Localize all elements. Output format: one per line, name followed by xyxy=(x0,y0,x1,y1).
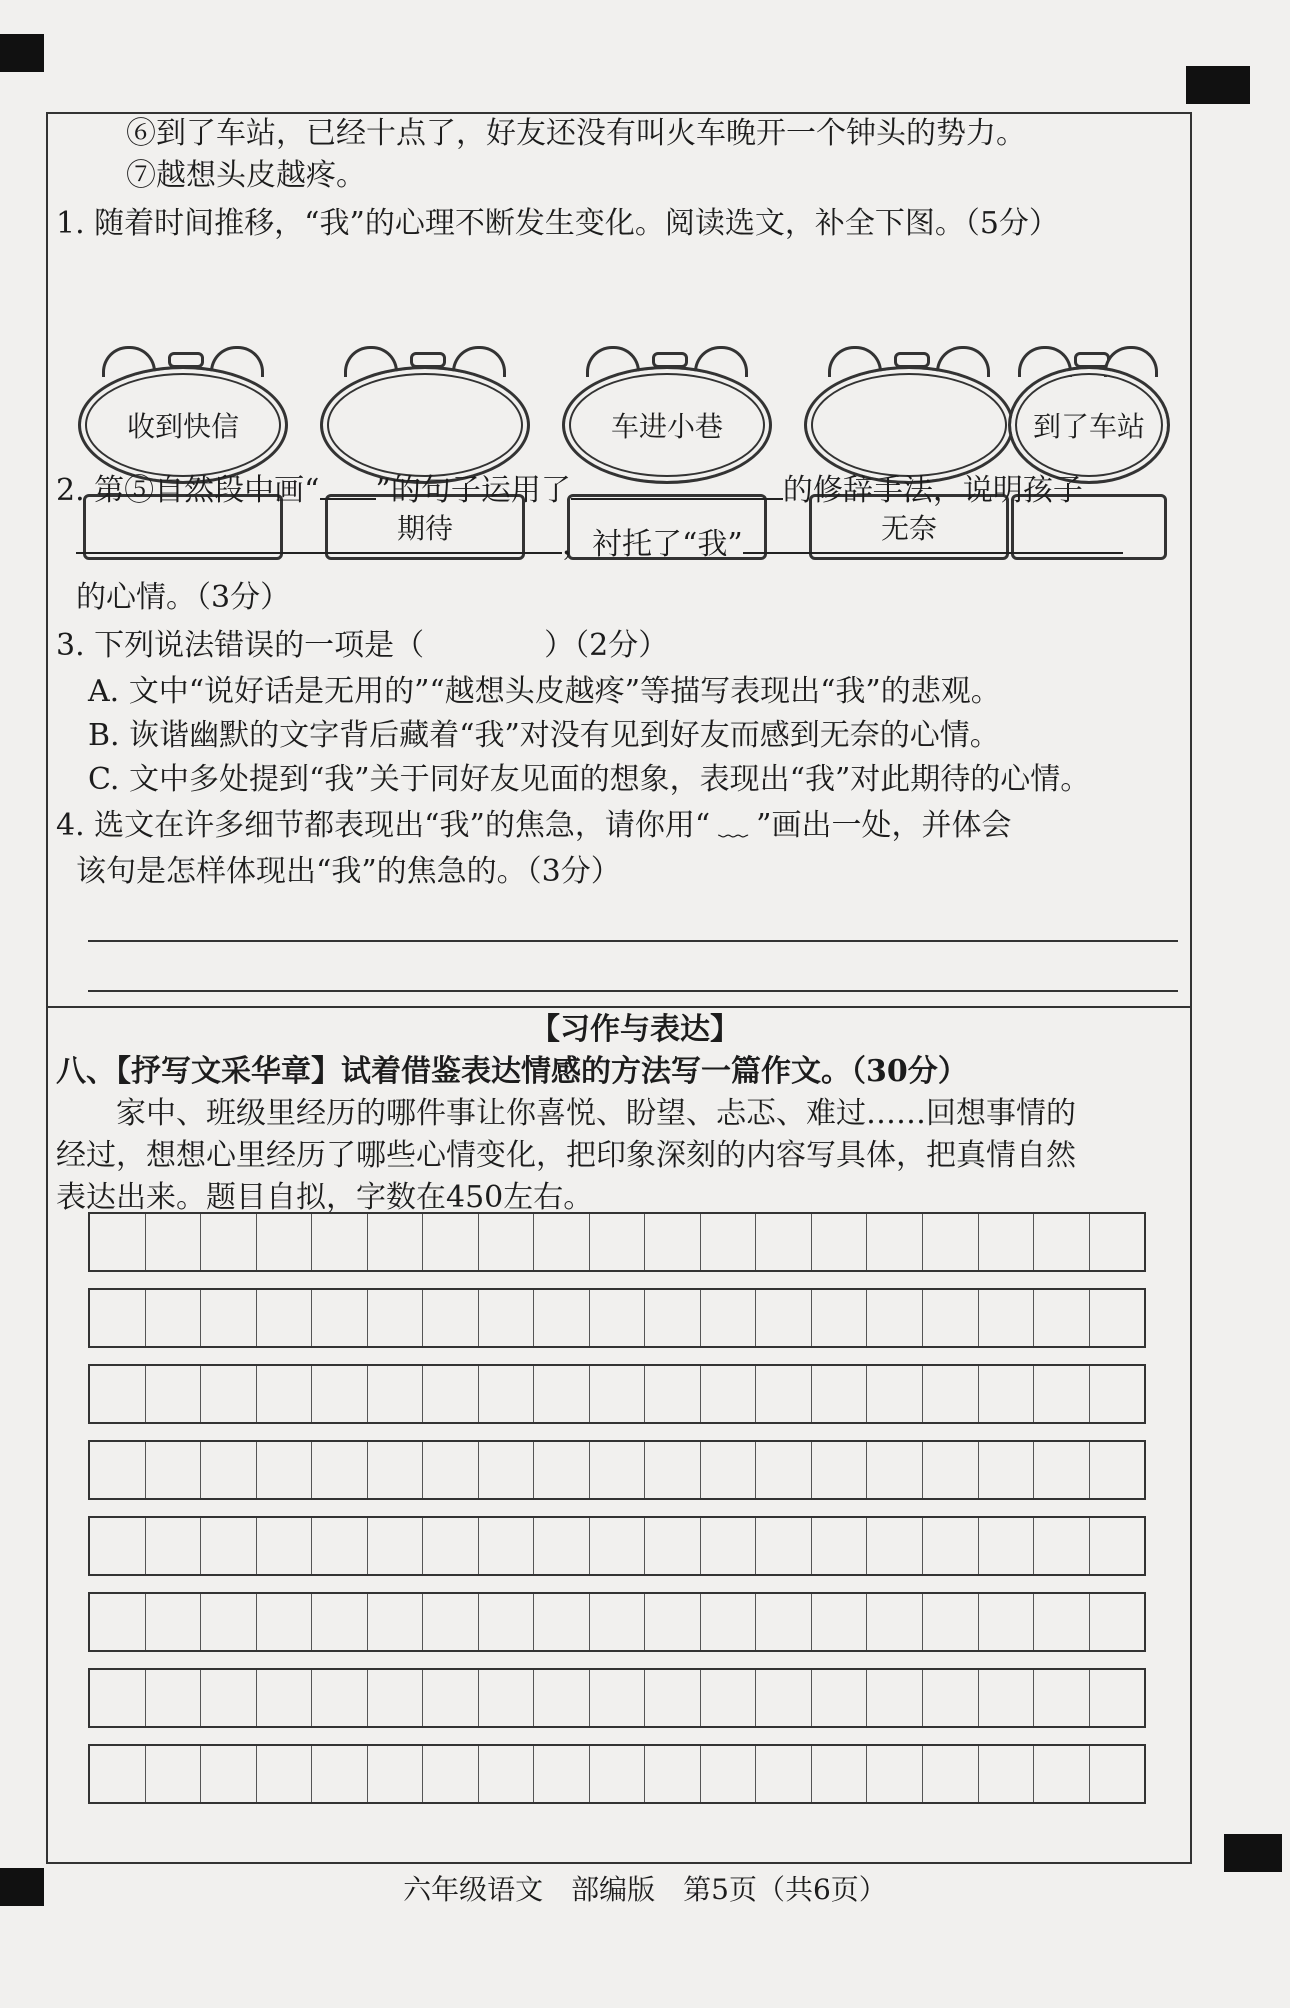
grid-cell[interactable] xyxy=(590,1442,646,1498)
grid-cell[interactable] xyxy=(645,1366,701,1422)
grid-row xyxy=(88,1212,1146,1272)
grid-cell[interactable] xyxy=(812,1442,868,1498)
grid-cell[interactable] xyxy=(423,1366,479,1422)
prompt-line-1: 家中、班级里经历的哪件事让你喜悦、盼望、忐忑、难过……回想事情的 xyxy=(56,1096,1076,1131)
children-answer-blank[interactable] xyxy=(76,524,562,554)
answer-line-2[interactable] xyxy=(88,990,1178,992)
grid-cell[interactable] xyxy=(423,1214,479,1270)
grid-cell[interactable] xyxy=(479,1290,535,1346)
grid-cell[interactable] xyxy=(534,1442,590,1498)
grid-cell[interactable] xyxy=(923,1518,979,1574)
grid-cell[interactable] xyxy=(423,1442,479,1498)
grid-cell[interactable] xyxy=(701,1290,757,1346)
grid-cell[interactable] xyxy=(645,1290,701,1346)
clock-4-face[interactable] xyxy=(804,366,1014,484)
section-divider xyxy=(48,1006,1190,1008)
grid-cell[interactable] xyxy=(867,1290,923,1346)
grid-cell[interactable] xyxy=(479,1670,535,1726)
grid-cell[interactable] xyxy=(201,1366,257,1422)
grid-cell[interactable] xyxy=(645,1670,701,1726)
grid-cell[interactable] xyxy=(701,1746,757,1802)
grid-cell[interactable] xyxy=(1034,1442,1090,1498)
grid-row xyxy=(88,1592,1146,1652)
wavy-line-mark: ﹏ xyxy=(718,808,749,843)
grid-cell[interactable] xyxy=(90,1746,146,1802)
grid-cell[interactable] xyxy=(756,1518,812,1574)
underline-mark-blank xyxy=(320,470,376,500)
grid-cell[interactable] xyxy=(1034,1746,1090,1802)
grid-cell[interactable] xyxy=(90,1594,146,1650)
grid-cell[interactable] xyxy=(701,1214,757,1270)
grid-cell[interactable] xyxy=(867,1442,923,1498)
grid-cell[interactable] xyxy=(257,1214,313,1270)
grid-cell[interactable] xyxy=(867,1594,923,1650)
grid-cell[interactable] xyxy=(867,1214,923,1270)
grid-cell[interactable] xyxy=(923,1366,979,1422)
grid-cell[interactable] xyxy=(701,1594,757,1650)
grid-cell[interactable] xyxy=(1034,1366,1090,1422)
grid-cell[interactable] xyxy=(90,1366,146,1422)
grid-cell[interactable] xyxy=(201,1670,257,1726)
exam-frame xyxy=(46,112,1192,1864)
grid-cell[interactable] xyxy=(257,1518,313,1574)
grid-cell[interactable] xyxy=(257,1366,313,1422)
passage-line-6: ⑥到了车站，已经十点了，好友还没有叫火车晚开一个钟头的势力。 xyxy=(126,116,1026,151)
grid-cell[interactable] xyxy=(756,1670,812,1726)
grid-cell[interactable] xyxy=(257,1290,313,1346)
grid-cell[interactable] xyxy=(590,1670,646,1726)
grid-cell[interactable] xyxy=(756,1594,812,1650)
grid-cell[interactable] xyxy=(923,1594,979,1650)
grid-cell[interactable] xyxy=(867,1518,923,1574)
grid-cell[interactable] xyxy=(701,1518,757,1574)
grid-cell[interactable] xyxy=(756,1366,812,1422)
grid-cell[interactable] xyxy=(645,1442,701,1498)
grid-cell[interactable] xyxy=(257,1442,313,1498)
grid-cell[interactable] xyxy=(201,1290,257,1346)
question-3-option-c[interactable]: C. 文中多处提到“我”关于同好友见面的想象，表现出“我”对此期待的心情。 xyxy=(88,762,1091,797)
grid-cell[interactable] xyxy=(812,1214,868,1270)
grid-cell[interactable] xyxy=(201,1442,257,1498)
grid-cell[interactable] xyxy=(923,1670,979,1726)
grid-cell[interactable] xyxy=(979,1290,1035,1346)
clock-5-face: 到了车站 xyxy=(1008,366,1170,484)
question-2-line-1: 2. 第⑤自然段中画“ ”的句子运用了 的修辞手法，说明孩子 xyxy=(56,470,1083,509)
answer-line-1[interactable] xyxy=(88,940,1178,942)
grid-cell[interactable] xyxy=(867,1366,923,1422)
grid-cell[interactable] xyxy=(812,1594,868,1650)
grid-cell[interactable] xyxy=(423,1594,479,1650)
grid-cell[interactable] xyxy=(979,1214,1035,1270)
grid-cell[interactable] xyxy=(146,1746,202,1802)
grid-cell[interactable] xyxy=(479,1594,535,1650)
grid-cell[interactable] xyxy=(590,1290,646,1346)
question-3-option-a[interactable]: A. 文中“说好话是无用的”“越想头皮越疼”等描写表现出“我”的悲观。 xyxy=(88,674,1001,709)
question-8-title: 八、【抒写文采华章】试着借鉴表达情感的方法写一篇作文。（30分） xyxy=(56,1054,968,1089)
prompt-line-2: 经过，想想心里经历了哪些心情变化，把印象深刻的内容写具体，把真情自然 xyxy=(56,1138,1076,1173)
grid-cell[interactable] xyxy=(590,1518,646,1574)
grid-cell[interactable] xyxy=(1034,1670,1090,1726)
grid-row xyxy=(88,1744,1146,1804)
grid-cell[interactable] xyxy=(979,1670,1035,1726)
grid-cell[interactable] xyxy=(534,1518,590,1574)
grid-cell[interactable] xyxy=(590,1366,646,1422)
question-2-line-2: ，衬托了“我” xyxy=(76,524,1123,563)
grid-cell[interactable] xyxy=(979,1518,1035,1574)
grid-cell[interactable] xyxy=(312,1670,368,1726)
grid-cell[interactable] xyxy=(701,1442,757,1498)
grid-cell[interactable] xyxy=(1090,1670,1145,1726)
grid-cell[interactable] xyxy=(368,1670,424,1726)
grid-cell[interactable] xyxy=(90,1670,146,1726)
grid-cell[interactable] xyxy=(534,1290,590,1346)
grid-cell[interactable] xyxy=(368,1290,424,1346)
grid-cell[interactable] xyxy=(146,1366,202,1422)
grid-cell[interactable] xyxy=(534,1594,590,1650)
grid-cell[interactable] xyxy=(1090,1290,1145,1346)
grid-cell[interactable] xyxy=(756,1290,812,1346)
grid-cell[interactable] xyxy=(590,1214,646,1270)
grid-cell[interactable] xyxy=(146,1594,202,1650)
grid-cell[interactable] xyxy=(1034,1290,1090,1346)
grid-cell[interactable] xyxy=(312,1518,368,1574)
grid-cell[interactable] xyxy=(90,1214,146,1270)
composition-grid xyxy=(88,1212,1146,1820)
question-4-line-1: 4. 选文在许多细节都表现出“我”的焦急，请你用“ ﹏ ”画出一处，并体会 xyxy=(56,808,1012,843)
section-heading: 【习作与表达】 xyxy=(530,1012,740,1047)
page-footer: 六年级语文 部编版 第5页（共6页） xyxy=(403,1873,887,1906)
grid-cell[interactable] xyxy=(423,1290,479,1346)
grid-cell[interactable] xyxy=(812,1518,868,1574)
grid-cell[interactable] xyxy=(479,1518,535,1574)
grid-row xyxy=(88,1440,1146,1500)
grid-cell[interactable] xyxy=(701,1366,757,1422)
grid-cell[interactable] xyxy=(479,1442,535,1498)
grid-cell[interactable] xyxy=(257,1670,313,1726)
grid-cell[interactable] xyxy=(201,1746,257,1802)
grid-cell[interactable] xyxy=(645,1518,701,1574)
registration-mark-top-right xyxy=(1186,66,1250,104)
grid-cell[interactable] xyxy=(756,1214,812,1270)
grid-cell[interactable] xyxy=(312,1290,368,1346)
grid-cell[interactable] xyxy=(979,1366,1035,1422)
grid-cell[interactable] xyxy=(1090,1442,1145,1498)
grid-cell[interactable] xyxy=(1090,1746,1145,1802)
grid-cell[interactable] xyxy=(312,1594,368,1650)
grid-cell[interactable] xyxy=(368,1442,424,1498)
question-3-option-b[interactable]: B. 诙谐幽默的文字背后藏着“我”对没有见到好友而感到无奈的心情。 xyxy=(88,718,1000,753)
grid-cell[interactable] xyxy=(479,1366,535,1422)
grid-cell[interactable] xyxy=(146,1442,202,1498)
rhetoric-answer-blank[interactable] xyxy=(571,470,783,500)
grid-cell[interactable] xyxy=(368,1746,424,1802)
grid-cell[interactable] xyxy=(201,1594,257,1650)
grid-row xyxy=(88,1516,1146,1576)
grid-cell[interactable] xyxy=(312,1442,368,1498)
grid-cell[interactable] xyxy=(1090,1594,1145,1650)
prompt-line-3: 表达出来。题目自拟，字数在450左右。 xyxy=(56,1180,594,1215)
grid-cell[interactable] xyxy=(146,1214,202,1270)
grid-cell[interactable] xyxy=(1090,1214,1145,1270)
grid-row xyxy=(88,1364,1146,1424)
grid-cell[interactable] xyxy=(146,1670,202,1726)
grid-row xyxy=(88,1668,1146,1728)
grid-cell[interactable] xyxy=(312,1214,368,1270)
grid-cell[interactable] xyxy=(257,1594,313,1650)
registration-mark-bottom-right xyxy=(1224,1834,1282,1872)
grid-cell[interactable] xyxy=(257,1746,313,1802)
grid-cell[interactable] xyxy=(590,1594,646,1650)
grid-cell[interactable] xyxy=(1034,1214,1090,1270)
grid-cell[interactable] xyxy=(979,1594,1035,1650)
clock-3-face: 车进小巷 xyxy=(562,366,772,484)
clock-1-face: 收到快信 xyxy=(78,366,288,484)
grid-cell[interactable] xyxy=(90,1518,146,1574)
grid-cell[interactable] xyxy=(534,1746,590,1802)
grid-cell[interactable] xyxy=(1090,1366,1145,1422)
grid-cell[interactable] xyxy=(534,1366,590,1422)
grid-cell[interactable] xyxy=(812,1746,868,1802)
grid-cell[interactable] xyxy=(756,1746,812,1802)
question-4-line-2: 该句是怎样体现出“我”的焦急的。（3分） xyxy=(76,854,621,889)
grid-cell[interactable] xyxy=(534,1670,590,1726)
grid-cell[interactable] xyxy=(479,1214,535,1270)
grid-cell[interactable] xyxy=(645,1594,701,1650)
grid-cell[interactable] xyxy=(812,1366,868,1422)
grid-cell[interactable] xyxy=(368,1594,424,1650)
grid-cell[interactable] xyxy=(645,1746,701,1802)
grid-cell[interactable] xyxy=(146,1518,202,1574)
grid-cell[interactable] xyxy=(312,1746,368,1802)
grid-cell[interactable] xyxy=(423,1670,479,1726)
grid-cell[interactable] xyxy=(368,1214,424,1270)
grid-cell[interactable] xyxy=(590,1746,646,1802)
grid-cell[interactable] xyxy=(201,1518,257,1574)
grid-cell[interactable] xyxy=(201,1214,257,1270)
grid-cell[interactable] xyxy=(979,1442,1035,1498)
grid-cell[interactable] xyxy=(867,1746,923,1802)
grid-cell[interactable] xyxy=(923,1214,979,1270)
grid-cell[interactable] xyxy=(368,1366,424,1422)
grid-cell[interactable] xyxy=(645,1214,701,1270)
grid-cell[interactable] xyxy=(423,1746,479,1802)
grid-cell[interactable] xyxy=(756,1442,812,1498)
grid-cell[interactable] xyxy=(146,1290,202,1346)
grid-cell[interactable] xyxy=(812,1290,868,1346)
grid-cell[interactable] xyxy=(479,1746,535,1802)
grid-cell[interactable] xyxy=(923,1442,979,1498)
question-1: 1. 随着时间推移，“我”的心理不断发生变化。阅读选文，补全下图。（5分） xyxy=(56,206,1059,241)
grid-cell[interactable] xyxy=(1034,1594,1090,1650)
grid-cell[interactable] xyxy=(923,1290,979,1346)
passage-line-7: ⑦越想头皮越疼。 xyxy=(126,158,366,193)
grid-row xyxy=(88,1288,1146,1348)
grid-cell[interactable] xyxy=(90,1442,146,1498)
grid-cell[interactable] xyxy=(90,1290,146,1346)
grid-cell[interactable] xyxy=(312,1366,368,1422)
feeling-answer-blank[interactable] xyxy=(743,524,1123,554)
question-2-line-3: 的心情。（3分） xyxy=(76,580,291,615)
grid-cell[interactable] xyxy=(1034,1518,1090,1574)
grid-cell[interactable] xyxy=(812,1670,868,1726)
registration-mark-top-left xyxy=(0,34,44,72)
grid-cell[interactable] xyxy=(1090,1518,1145,1574)
grid-cell[interactable] xyxy=(423,1518,479,1574)
grid-cell[interactable] xyxy=(923,1746,979,1802)
clock-2-face[interactable] xyxy=(320,366,530,484)
grid-cell[interactable] xyxy=(701,1670,757,1726)
grid-cell[interactable] xyxy=(979,1746,1035,1802)
grid-cell[interactable] xyxy=(368,1518,424,1574)
question-3: 3. 下列说法错误的一项是（ ）（2分） xyxy=(56,628,669,663)
clock-4-answer-box: 无奈 xyxy=(809,494,1009,560)
clock-2-answer-box: 期待 xyxy=(325,494,525,560)
grid-cell[interactable] xyxy=(534,1214,590,1270)
grid-cell[interactable] xyxy=(867,1670,923,1726)
